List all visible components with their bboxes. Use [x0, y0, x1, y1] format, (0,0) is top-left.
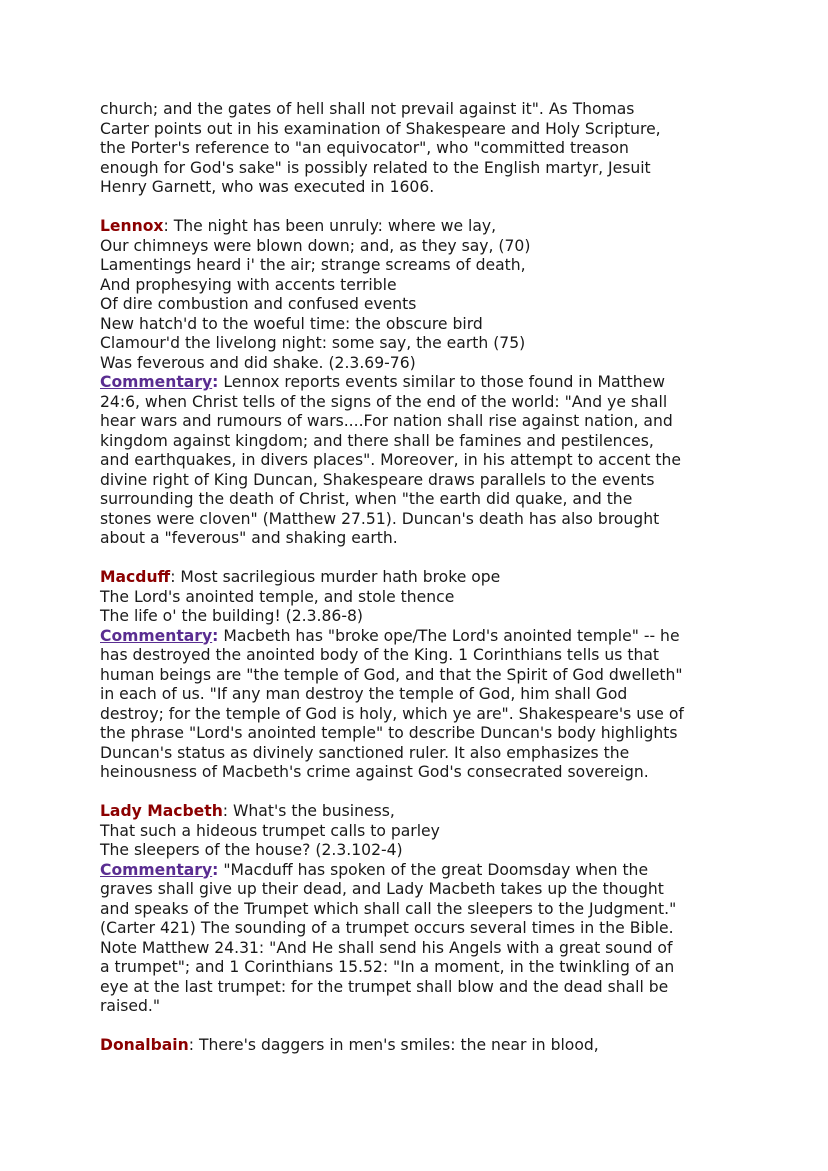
speech-lady-macbeth — [100, 802, 740, 1017]
speech-first-line — [100, 802, 740, 822]
commentary-line: destroy; for the temple of God is holy, which ye are". Shakespeare's use of — [100, 704, 684, 723]
commentary-line: heinousness of Macbeth's crime against God's consecrated sovereign. — [100, 763, 649, 781]
commentary-colon: : — [212, 626, 219, 645]
speech-first-line — [100, 1036, 740, 1056]
speech-first-line — [100, 217, 740, 237]
commentary-colon: : — [212, 860, 219, 879]
commentary-line: and earthquakes, in divers places". Moreover, in his attempt to accent the — [100, 451, 681, 469]
speaker-name: Lady Macbeth — [100, 802, 223, 820]
verse-line: Our chimneys were blown down; and, as they say, (70) — [100, 236, 531, 255]
intro-paragraph — [100, 100, 740, 198]
commentary-colon: : — [212, 373, 219, 391]
speaker-name: Donalbain — [100, 1036, 189, 1054]
commentary-line: kingdom against kingdom; and there shall be famines and pestilences, — [100, 431, 654, 450]
verse-line: Lamentings heard i' the air; strange screams of death, — [100, 256, 526, 274]
commentary-link[interactable]: Commentary — [100, 373, 213, 391]
speech-text: : What's the business, — [222, 802, 395, 820]
speech-text: : There's daggers in men's smiles: the near in blood, — [188, 1036, 599, 1054]
speaker-name: Lennox — [100, 217, 164, 235]
verse-line: That such a hideous trumpet calls to parley — [100, 821, 440, 840]
commentary-line: and speaks of the Trumpet which shall call the sleepers to the Judgment." — [100, 899, 677, 918]
verse-line: Was feverous and did shake. (2.3.69-76) — [100, 353, 416, 372]
commentary-line: a trumpet"; and 1 Corinthians 15.52: "In a moment, in the twinkling of an — [100, 958, 675, 976]
speech-lennox — [100, 217, 740, 549]
commentary-text: Macbeth has "broke ope/The Lord's anointed temple" -- he — [218, 626, 680, 645]
commentary-line: raised." — [100, 997, 161, 1015]
commentary-line: human beings are "the temple of God, and that the Spirit of God dwelleth" — [100, 665, 683, 684]
commentary-link[interactable]: Commentary — [100, 860, 213, 879]
document-content — [100, 100, 740, 1056]
commentary-line: stones were cloven" (Matthew 27.51). Duncan's death has also brought — [100, 509, 660, 528]
commentary-first-line — [100, 861, 740, 881]
speech-text: : Most sacrilegious murder hath broke ope — [170, 568, 501, 586]
commentary-line: in each of us. "If any man destroy the temple of God, him shall God — [100, 685, 628, 703]
commentary-line: Duncan's status as divinely sanctioned ruler. It also emphasizes the — [100, 743, 630, 762]
spacer — [100, 1017, 740, 1037]
commentary-line: has destroyed the anointed body of the King. 1 Corinthians tells us that — [100, 646, 660, 664]
verse-line: The Lord's anointed temple, and stole thence — [100, 587, 455, 606]
intro-line: enough for God's sake" is possibly related to the English martyr, Jesuit — [100, 158, 651, 177]
spacer — [100, 783, 740, 803]
commentary-line: (Carter 421) The sounding of a trumpet occurs several times in the Bible. — [100, 919, 674, 937]
commentary-text: Lennox reports events similar to those found in Matthew — [218, 373, 665, 391]
intro-line: Henry Garnett, who was executed in 1606. — [100, 178, 435, 196]
commentary-line: divine right of King Duncan, Shakespeare draws parallels to the events — [100, 470, 655, 489]
commentary-line: hear wars and rumours of wars....For nation shall rise against nation, and — [100, 412, 673, 430]
intro-line: church; and the gates of hell shall not prevail against it". As Thomas — [100, 100, 635, 118]
commentary-line: eye at the last trumpet: for the trumpet shall blow and the dead shall be — [100, 977, 669, 996]
intro-line: the Porter's reference to "an equivocator", who "committed treason — [100, 139, 629, 157]
speech-first-line — [100, 568, 740, 588]
spacer — [100, 549, 740, 569]
commentary-line: surrounding the death of Christ, when "the earth did quake, and the — [100, 490, 633, 508]
commentary-line: the phrase "Lord's anointed temple" to describe Duncan's body highlights — [100, 724, 678, 742]
commentary-first-line — [100, 627, 740, 647]
commentary-line: Note Matthew 24.31: "And He shall send his Angels with a great sound of — [100, 938, 673, 957]
spacer — [100, 198, 740, 218]
commentary-line: graves shall give up their dead, and Lady Macbeth takes up the thought — [100, 880, 664, 898]
commentary-link[interactable]: Commentary — [100, 626, 213, 645]
verse-line: And prophesying with accents terrible — [100, 275, 397, 294]
commentary-line: about a "feverous" and shaking earth. — [100, 529, 398, 547]
verse-line: The life o' the building! (2.3.86-8) — [100, 607, 363, 625]
commentary-first-line — [100, 373, 740, 393]
verse-line: Clamour'd the livelong night: some say, the earth (75) — [100, 334, 526, 352]
speaker-name: Macduff — [100, 568, 171, 586]
commentary-text: "Macduff has spoken of the great Doomsday when the — [218, 860, 649, 879]
verse-line: New hatch'd to the woeful time: the obscure bird — [100, 314, 483, 333]
speech-macduff — [100, 568, 740, 783]
verse-line: The sleepers of the house? (2.3.102-4) — [100, 841, 403, 859]
speech-donalbain — [100, 1036, 740, 1056]
commentary-line: 24:6, when Christ tells of the signs of the end of the world: "And ye shall — [100, 392, 668, 411]
intro-line: Carter points out in his examination of Shakespeare and Holy Scripture, — [100, 119, 661, 138]
verse-line: Of dire combustion and confused events — [100, 295, 417, 313]
speech-text: : The night has been unruly: where we lay, — [163, 217, 497, 235]
